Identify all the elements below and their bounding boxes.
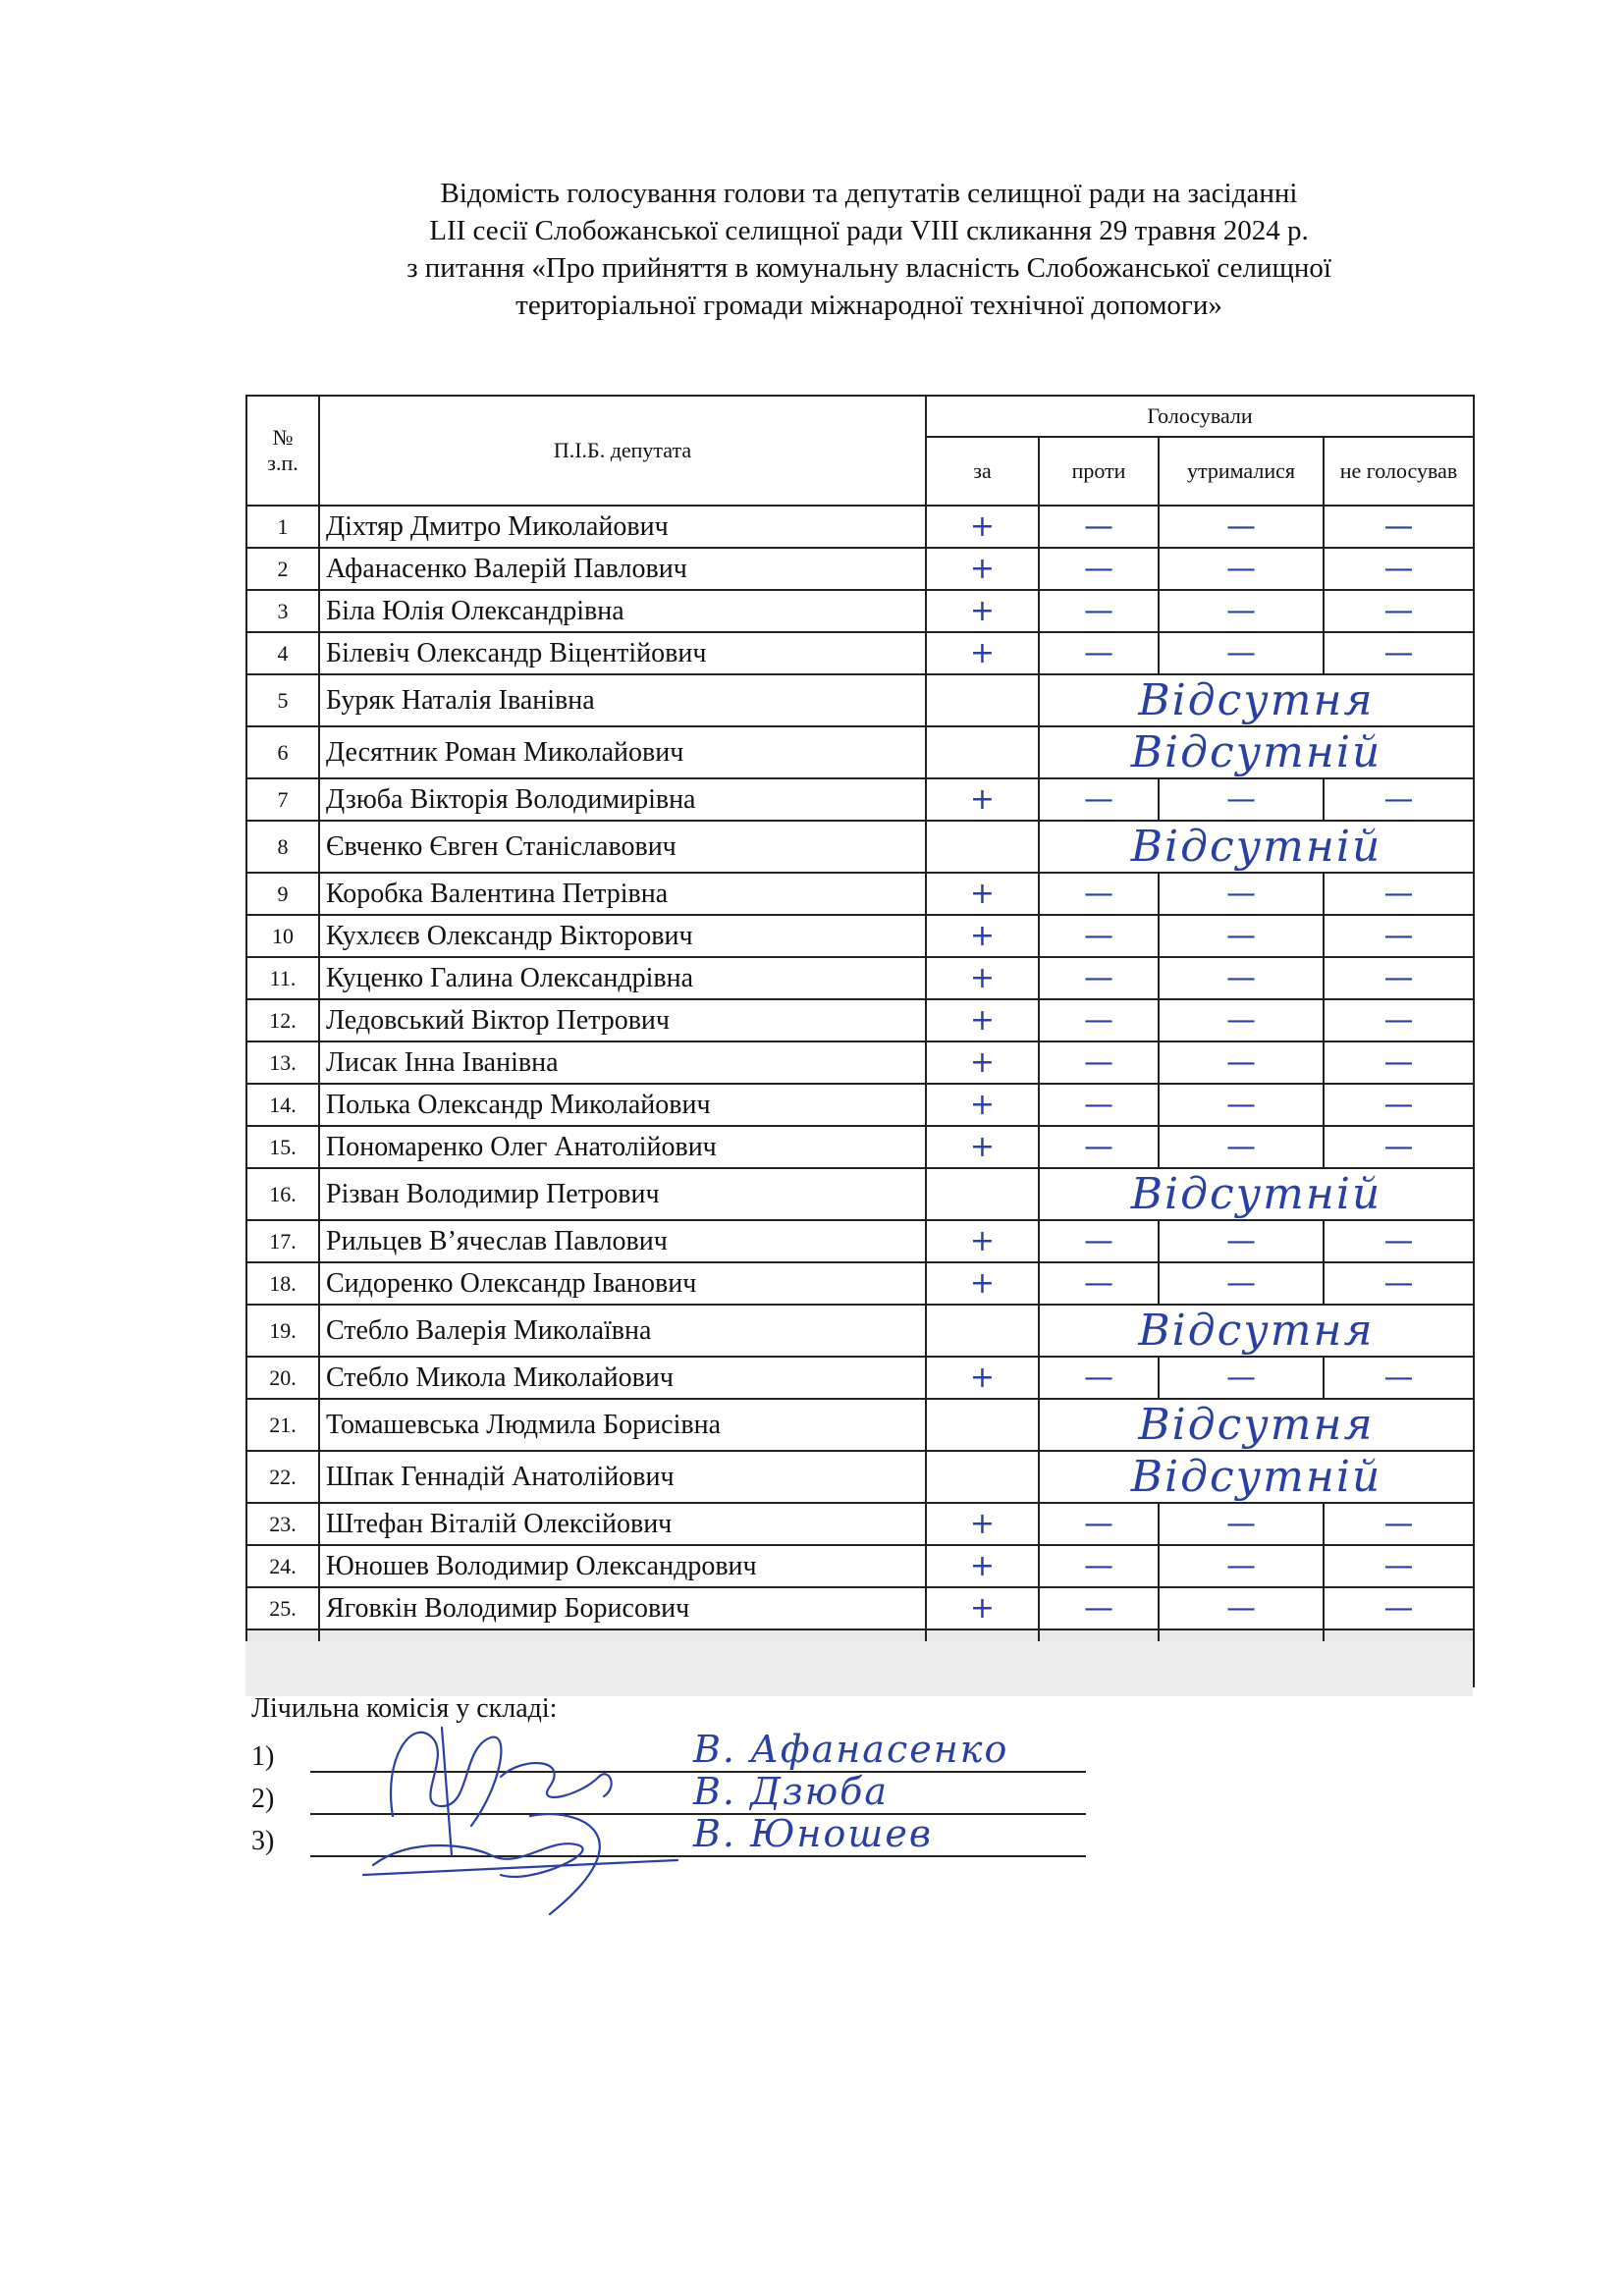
vote-for: + (926, 1587, 1039, 1629)
vote-not-voted: — (1324, 548, 1474, 590)
absent-note: Відсутній (1039, 1168, 1474, 1220)
table-row (246, 726, 1474, 778)
row-number: 4 (246, 632, 319, 674)
heading-line-1: Відомість голосування голови та депутатів селищної ради на засіданні (440, 178, 1298, 209)
vote-not-voted: — (1324, 1503, 1474, 1545)
row-number: 1 (246, 506, 319, 548)
vote-for: + (926, 590, 1039, 632)
row-number: 21. (246, 1399, 319, 1451)
table-row (246, 1545, 1474, 1587)
vote-abstained: — (1159, 506, 1324, 548)
member-name: В. Дзюба (693, 1770, 890, 1813)
vote-abstained: — (1159, 1220, 1324, 1262)
vote-abstained: — (1159, 957, 1324, 999)
member-name: В. Юношев (693, 1812, 933, 1855)
vote-against: — (1039, 1126, 1159, 1168)
deputy-name: Біла Юлія Олександрівна (319, 590, 926, 632)
absent-note: Відсутній (1039, 726, 1474, 778)
table-row (246, 1357, 1474, 1399)
deputy-name: Штефан Віталій Олексійович (319, 1503, 926, 1545)
table-row (246, 1041, 1474, 1084)
row-number: 5 (246, 674, 319, 726)
vote-for: + (926, 1357, 1039, 1399)
table-row (246, 1084, 1474, 1126)
vote-not-voted: — (1324, 1357, 1474, 1399)
header-for: за (926, 437, 1039, 506)
absent-note: Відсутня (1039, 674, 1474, 726)
vote-for: + (926, 506, 1039, 548)
vote-against: — (1039, 915, 1159, 957)
row-number: 2 (246, 548, 319, 590)
vote-not-voted: — (1324, 1587, 1474, 1629)
vote-for: + (926, 1545, 1039, 1587)
deputy-name: Діхтяр Дмитро Миколайович (319, 506, 926, 548)
header-against: проти (1039, 437, 1159, 506)
vote-not-voted: — (1324, 506, 1474, 548)
deputy-name: Юношев Володимир Олександрович (319, 1545, 926, 1587)
row-number: 19. (246, 1305, 319, 1357)
table-row (246, 1503, 1474, 1545)
vote-not-voted: — (1324, 632, 1474, 674)
row-number: 14. (246, 1084, 319, 1126)
deputy-name: Десятник Роман Миколайович (319, 726, 926, 778)
vote-for-empty (926, 821, 1039, 873)
vote-not-voted: — (1324, 1545, 1474, 1587)
vote-against: — (1039, 1041, 1159, 1084)
deputy-name: Стебло Валерія Миколаївна (319, 1305, 926, 1357)
vote-against: — (1039, 548, 1159, 590)
vote-abstained: — (1159, 632, 1324, 674)
row-number: 24. (246, 1545, 319, 1587)
table-row (246, 999, 1474, 1041)
vote-for-empty (926, 1168, 1039, 1220)
absent-note: Відсутня (1039, 1305, 1474, 1357)
row-number: 3 (246, 590, 319, 632)
vote-for-empty (926, 674, 1039, 726)
header-abstained: утрималися (1159, 437, 1324, 506)
heading-line-2: LII сесії Слобожанської селищної ради VIII скликання 29 травня 2024 р. (429, 215, 1309, 246)
vote-for: + (926, 632, 1039, 674)
member-index: 3) (251, 1826, 275, 1856)
member-index: 1) (251, 1741, 275, 1772)
scan-shadow-strip (245, 1641, 1473, 1696)
vote-against: — (1039, 1503, 1159, 1545)
vote-for: + (926, 1126, 1039, 1168)
vote-against: — (1039, 1587, 1159, 1629)
vote-abstained: — (1159, 1545, 1324, 1587)
deputy-name: Білевіч Олександр Віцентійович (319, 632, 926, 674)
deputy-name: Лисак Інна Іванівна (319, 1041, 926, 1084)
table-row (246, 1168, 1474, 1220)
vote-abstained: — (1159, 548, 1324, 590)
vote-for: + (926, 548, 1039, 590)
vote-not-voted: — (1324, 1126, 1474, 1168)
vote-abstained: — (1159, 915, 1324, 957)
vote-against: — (1039, 1220, 1159, 1262)
table-row (246, 821, 1474, 873)
vote-not-voted: — (1324, 915, 1474, 957)
table-row (246, 548, 1474, 590)
vote-for: + (926, 778, 1039, 821)
deputy-name: Афанасенко Валерій Павлович (319, 548, 926, 590)
row-number: 9 (246, 873, 319, 915)
vote-for: + (926, 915, 1039, 957)
vote-for: + (926, 873, 1039, 915)
row-number: 23. (246, 1503, 319, 1545)
heading-line-3: з питання «Про прийняття в комунальну власність Слобожанської селищної (406, 252, 1331, 284)
table-row (246, 873, 1474, 915)
table-row (246, 1126, 1474, 1168)
row-number: 8 (246, 821, 319, 873)
header-voted: Голосували (926, 396, 1474, 437)
deputy-name: Полька Олександр Миколайович (319, 1084, 926, 1126)
vote-for-empty (926, 726, 1039, 778)
vote-abstained: — (1159, 1503, 1324, 1545)
heading-line-4: територіальної громади міжнародної технічної допомоги» (515, 290, 1222, 321)
vote-against: — (1039, 1084, 1159, 1126)
row-number: 25. (246, 1587, 319, 1629)
deputy-name: Різван Володимир Петрович (319, 1168, 926, 1220)
row-number: 10 (246, 915, 319, 957)
deputy-name: Шпак Геннадій Анатолійович (319, 1451, 926, 1503)
vote-for-empty (926, 1305, 1039, 1357)
vote-for: + (926, 1262, 1039, 1305)
header-not-voted: не голосував (1324, 437, 1474, 506)
row-number: 22. (246, 1451, 319, 1503)
vote-not-voted: — (1324, 778, 1474, 821)
vote-not-voted: — (1324, 590, 1474, 632)
vote-abstained: — (1159, 778, 1324, 821)
row-number: 11. (246, 957, 319, 999)
row-number: 7 (246, 778, 319, 821)
vote-against: — (1039, 1357, 1159, 1399)
member-name: В. Афанасенко (693, 1728, 1009, 1771)
table-row (246, 915, 1474, 957)
vote-not-voted: — (1324, 957, 1474, 999)
deputy-name: Сидоренко Олександр Іванович (319, 1262, 926, 1305)
table-row (246, 632, 1474, 674)
deputy-name: Коробка Валентина Петрівна (319, 873, 926, 915)
row-number: 20. (246, 1357, 319, 1399)
vote-abstained: — (1159, 1041, 1324, 1084)
vote-against: — (1039, 873, 1159, 915)
vote-against: — (1039, 590, 1159, 632)
vote-for: + (926, 1503, 1039, 1545)
deputy-name: Дзюба Вікторія Володимирівна (319, 778, 926, 821)
deputy-name: Стебло Микола Миколайович (319, 1357, 926, 1399)
vote-abstained: — (1159, 1357, 1324, 1399)
table-row (246, 506, 1474, 548)
vote-abstained: — (1159, 1587, 1324, 1629)
vote-against: — (1039, 957, 1159, 999)
member-index: 2) (251, 1784, 275, 1814)
deputy-name: Рильцев В’ячеслав Павлович (319, 1220, 926, 1262)
vote-for: + (926, 957, 1039, 999)
vote-against: — (1039, 632, 1159, 674)
vote-not-voted: — (1324, 873, 1474, 915)
vote-abstained: — (1159, 590, 1324, 632)
vote-abstained: — (1159, 1126, 1324, 1168)
vote-not-voted: — (1324, 999, 1474, 1041)
table-row (246, 1262, 1474, 1305)
table-row (246, 778, 1474, 821)
row-number: 6 (246, 726, 319, 778)
vote-not-voted: — (1324, 1041, 1474, 1084)
table-row (246, 1305, 1474, 1357)
absent-note: Відсутня (1039, 1399, 1474, 1451)
vote-for: + (926, 999, 1039, 1041)
absent-note: Відсутній (1039, 1451, 1474, 1503)
vote-not-voted: — (1324, 1220, 1474, 1262)
commission-title: Лічильна комісія у складі: (251, 1693, 558, 1724)
vote-for-empty (926, 1451, 1039, 1503)
vote-not-voted: — (1324, 1262, 1474, 1305)
row-number: 13. (246, 1041, 319, 1084)
vote-against: — (1039, 1545, 1159, 1587)
header-name: П.І.Б. депутата (319, 396, 926, 506)
vote-for: + (926, 1220, 1039, 1262)
handwritten-signatures (353, 1698, 707, 1924)
vote-for: + (926, 1084, 1039, 1126)
document-heading (245, 175, 1492, 324)
table-row (246, 957, 1474, 999)
table-row (246, 1587, 1474, 1629)
deputy-name: Пономаренко Олег Анатолійович (319, 1126, 926, 1168)
table-row (246, 674, 1474, 726)
voting-table (245, 395, 1475, 1687)
vote-not-voted: — (1324, 1084, 1474, 1126)
deputy-name: Томашевська Людмила Борисівна (319, 1399, 926, 1451)
vote-against: — (1039, 1262, 1159, 1305)
vote-against: — (1039, 506, 1159, 548)
row-number: 17. (246, 1220, 319, 1262)
vote-against: — (1039, 999, 1159, 1041)
deputy-name: Ледовський Віктор Петрович (319, 999, 926, 1041)
vote-abstained: — (1159, 873, 1324, 915)
vote-for-empty (926, 1399, 1039, 1451)
absent-note: Відсутній (1039, 821, 1474, 873)
deputy-name: Куценко Галина Олександрівна (319, 957, 926, 999)
row-number: 16. (246, 1168, 319, 1220)
vote-against: — (1039, 778, 1159, 821)
row-number: 15. (246, 1126, 319, 1168)
deputy-name: Кухлєєв Олександр Вікторович (319, 915, 926, 957)
deputy-name: Яговкін Володимир Борисович (319, 1587, 926, 1629)
vote-abstained: — (1159, 1084, 1324, 1126)
row-number: 18. (246, 1262, 319, 1305)
deputy-name: Буряк Наталія Іванівна (319, 674, 926, 726)
vote-for: + (926, 1041, 1039, 1084)
table-row (246, 1220, 1474, 1262)
header-number: № з.п. (246, 396, 319, 506)
vote-abstained: — (1159, 999, 1324, 1041)
table-row (246, 1399, 1474, 1451)
row-number: 12. (246, 999, 319, 1041)
table-row (246, 590, 1474, 632)
vote-abstained: — (1159, 1262, 1324, 1305)
table-row (246, 1451, 1474, 1503)
deputy-name: Євченко Євген Станіславович (319, 821, 926, 873)
